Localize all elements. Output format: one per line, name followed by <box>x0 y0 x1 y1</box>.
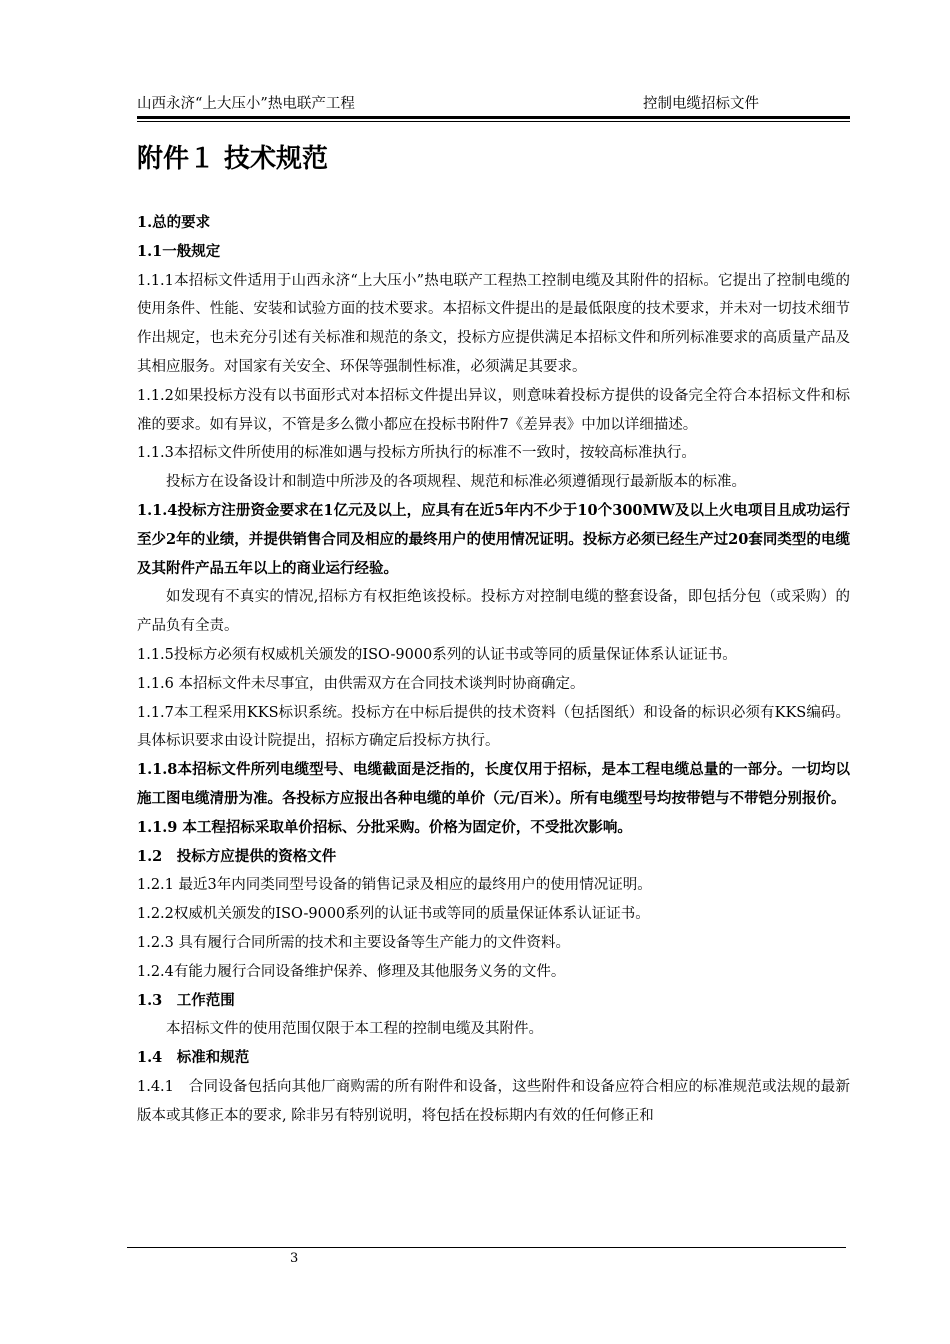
paragraph: 1.1.7本工程采用KKS标识系统。投标方在中标后提供的技术资料（包括图纸）和设备的标识必须有KKS编码。具体标识要求由设计院提出，招标方确定后投标方执行。 <box>137 704 850 750</box>
paragraph: 1.4.1 合同设备包括向其他厂商购需的所有附件和设备，这些附件和设备应符合相应的标准规范或法规的最新版本或其修正本的要求, 除非另有特别说明，将包括在投标期内有效的任何修正和 <box>137 1078 850 1124</box>
header-document-name: 控制电缆招标文件 <box>643 96 759 112</box>
paragraph: 如发现有不真实的情况,招标方有权拒绝该投标。投标方对控制电缆的整套设备，即包括分包（或采购）的产品负有全责。 <box>137 589 850 635</box>
header-rule-thin <box>137 121 850 122</box>
header-rule-thick <box>137 116 850 119</box>
page-title: 附件１ 技术规范 <box>137 144 329 174</box>
paragraph: 1.1.9 本工程招标采取单价招标、分批采购。价格为固定价，不受批次影响。 <box>137 818 632 836</box>
document-body <box>137 209 850 1131</box>
paragraph: 1.1.6 本招标文件未尽事宜，由供需双方在合同技术谈判时协商确定。 <box>137 675 585 692</box>
paragraph: 1.1.4投标方注册资金要求在1亿元及以上，应具有在近5年内不少于10个300MW及以上火电项目且成功运行至少2年的业绩，并提供销售合同及相应的最终用户的使用情况证明。投标方必须已经生产过20套同类型的电缆及其附件产品五年以上的商业运行经验。 <box>137 501 850 577</box>
paragraph: 1.2.3 具有履行合同所需的技术和主要设备等生产能力的文件资料。 <box>137 934 571 951</box>
paragraph: 1.1.5投标方必须有权威机关颁发的ISO-9000系列的认证书或等同的质量保证体系认证证书。 <box>137 646 737 663</box>
page-header <box>137 90 850 118</box>
header-project-name: 山西永济“上大压小”热电联产工程 <box>137 96 355 112</box>
paragraph: 1.1.8本招标文件所列电缆型号、电缆截面是泛指的，长度仅用于招标，是本工程电缆总量的一部分。一切均以施工图电缆清册为准。各投标方应报出各种电缆的单价（元/百米）。所有电缆型号均按带铠与不带铠分别报价。 <box>137 761 850 807</box>
page-number: 3 <box>290 1251 299 1266</box>
paragraph: 1.2.4有能力履行合同设备维护保养、修理及其他服务义务的文件。 <box>137 963 566 980</box>
paragraph: 1.2.2权威机关颁发的ISO-9000系列的认证书或等同的质量保证体系认证证书。 <box>137 906 650 923</box>
footer-rule <box>127 1247 846 1248</box>
paragraph: 1.1.1本招标文件适用于山西永济“上大压小”热电联产工程热工控制电缆及其附件的招标。它提出了控制电缆的使用条件、性能、安装和试验方面的技术要求。本招标文件提出的是最低限度的技术要求，并未对一切技术细节作出规定，也未充分引述有关标准和规范的条文，投标方应提供满足本招标文件和所列标准要求的高质量产品及其相应服务。对国家有关安全、环保等强制性标准，必须满足其要求。 <box>137 272 850 375</box>
paragraph: 1.2 投标方应提供的资格文件 <box>137 847 337 865</box>
paragraph: 本招标文件的使用范围仅限于本工程的控制电缆及其附件。 <box>166 1021 543 1038</box>
paragraph: 1.1.3本招标文件所使用的标准如遇与投标方所执行的标准不一致时，按较高标准执行。 <box>137 445 696 462</box>
paragraph: 1.总的要求 <box>137 214 211 231</box>
paragraph: 1.1一般规定 <box>137 242 221 260</box>
paragraph: 1.4 标准和规范 <box>137 1049 250 1067</box>
paragraph: 投标方在设备设计和制造中所涉及的各项规程、规范和标准必须遵循现行最新版本的标准。 <box>166 474 746 491</box>
paragraph: 1.1.2如果投标方没有以书面形式对本招标文件提出异议，则意味着投标方提供的设备完全符合本招标文件和标准的要求。如有异议，不管是多么微小都应在投标书附件7《差异表》中加以详细描述。 <box>137 387 850 433</box>
paragraph: 1.2.1 最近3年内同类同型号设备的销售记录及相应的最终用户的使用情况证明。 <box>137 877 652 894</box>
paragraph: 1.3 工作范围 <box>137 991 235 1009</box>
